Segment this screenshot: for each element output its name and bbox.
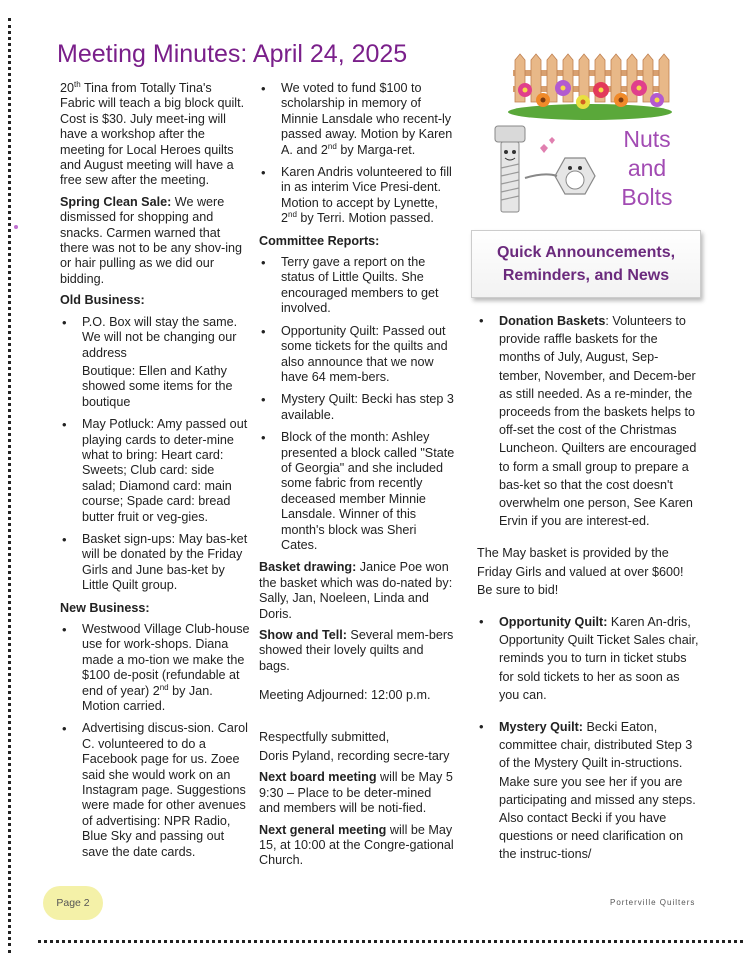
page-number-badge: Page 2 xyxy=(43,886,103,920)
old-business-heading: Old Business: xyxy=(60,293,145,308)
announcements-banner: Quick Announcements, Reminders, and News xyxy=(471,230,701,298)
new-business-list xyxy=(60,622,250,860)
border-accent-dot xyxy=(14,225,18,229)
meeting-adjourned: Meeting Adjourned: 12:00 p.m. xyxy=(259,688,431,703)
announcements-list-2 xyxy=(477,613,699,864)
left-dotted-border xyxy=(8,18,11,953)
new-business-list-continued xyxy=(259,81,455,227)
show-and-tell-paragraph: Show and Tell: Several mem-bers showed their lovely quilts and bags. xyxy=(259,628,454,673)
list-item: • P.O. Box will stay the same. We will not be changing our address Boutique: Ellen and Kathy showed some items for the boutique xyxy=(60,315,250,410)
list-item: • Terry gave a report on the status of Little Quilts. She encouraged members to get involved. xyxy=(259,255,455,317)
list-item: • Westwood Village Club-house use for work-shops. Diana made a mo-tion we make the $100 de-posit (refundable at end of year) 2nd by Jan. Motion carried. xyxy=(60,622,250,714)
list-item: • May Potluck: Amy passed out playing cards to deter-mine what to bring: Heart card: Sweets; Club card: side salad; Diamond card: main course; Spade card: bread butter fruit or veg-gies. xyxy=(60,417,250,525)
old-business-list xyxy=(60,315,250,594)
committee-reports-list xyxy=(259,255,455,553)
respectfully-submitted: Respectfully submitted, xyxy=(259,729,390,744)
nut-and-bolt-illustration xyxy=(485,118,620,228)
next-general-meeting: Next general meeting will be May 15, at 10:00 at the Congre-gational Church. xyxy=(259,822,454,868)
spring-clean-paragraph: Spring Clean Sale: We were dismissed for shopping and snacks. Carmen warned that there was not to be any shov-ing or hair pulling as we did our bidding. xyxy=(60,194,243,286)
bottom-dotted-border xyxy=(38,940,743,943)
committee-reports-heading: Committee Reports: xyxy=(259,233,380,248)
next-board-meeting: Next board meeting will be May 5 9:30 – Place to be deter-mined and members will be noti-fied. xyxy=(259,770,453,816)
list-item: • We voted to fund $100 to scholarship in memory of Minnie Lansdale who recent-ly passed away. Motion by Karen A. and 2nd by Marga-ret. xyxy=(259,81,455,158)
announcements-list xyxy=(477,312,699,530)
list-item: • Mystery Quilt: Becki has step 3 available. xyxy=(259,392,455,423)
list-item: • Mystery Quilt: Becki Eaton, committee chair, distributed Step 3 of the Mystery Quilt in-structions. Make sure you see her if you are participating and missed any steps. Also contact Becki if you have questions or need clarification on the instruc-tions/ xyxy=(477,718,699,864)
list-item: • Advertising discus-sion. Carol C. volunteered to do a Facebook page for us. Zoee said she would work on an Instagram page. Suggestions were made for other avenues of advertising: NPR Radio, Blue Sky and passing out save the date cards. xyxy=(60,721,250,860)
flower-fence-illustration xyxy=(505,42,675,120)
list-item: • Opportunity Quilt: Passed out some tickets for the quilts and also announce that we now have 64 mem-bers. xyxy=(259,324,455,386)
basket-drawing-paragraph: Basket drawing: Janice Poe won the basket which was do-nated by: Sally, Jan, Noeleen, Linda and Doris. xyxy=(259,560,453,621)
footer-organization: Porterville Quilters xyxy=(610,898,696,907)
recording-secretary: Doris Pyland, recording secre-tary xyxy=(259,749,450,764)
list-item: • Opportunity Quilt: Karen An-dris, Opportunity Quilt Ticket Sales chair, reminds you to turn in ticket stubs for sold tickets to her as soon as you can. xyxy=(477,613,699,704)
list-item: • Karen Andris volunteered to fill in as interim Vice Presi-dent. Motion to accept by Lynette, 2nd by Terri. Motion passed. xyxy=(259,165,455,227)
intro-paragraph: 20th Tina from Totally Tina's Fabric will teach a big block quilt. Cost is $30. July meet-ing will have a workshop after the meeting for Local Heroes quilts and August meeting will have a free sew after the meeting. xyxy=(60,79,245,188)
column-1 xyxy=(60,81,250,867)
new-business-heading: New Business: xyxy=(60,600,150,615)
column-2 xyxy=(259,81,455,875)
announcements-column xyxy=(477,312,699,871)
page-title: Meeting Minutes: April 24, 2025 xyxy=(57,40,408,68)
list-item: • Basket sign-ups: May bas-ket will be donated by the Friday Girls and June bas-ket by Little Quilt group. xyxy=(60,532,250,594)
list-item: • Block of the month: Ashley presented a block called "State of Georgia" and she included some fabric from recently deceased member Minnie Lansdale. Winner of this month's block was Sheri Cates. xyxy=(259,430,455,553)
list-item: • Donation Baskets: Volunteers to provide raffle baskets for the months of July, August, Sep-tember, November, and Decem-ber as still needed. As a re-minder, the proceeds from the baskets helps to off-set the cost of the Christmas Luncheon. Quilters are encouraged to form a small group to prepare a bas-ket so that the cost doesn't overwhelm one person, See Karen Ervin if you are interest-ed. xyxy=(477,312,699,530)
may-basket-paragraph: The May basket is provided by the Friday Girls and valued at over $600! Be sure to bid! xyxy=(477,546,684,597)
spring-clean-heading: Spring Clean Sale: xyxy=(60,194,172,209)
nuts-and-bolts-title: Nuts and Bolts xyxy=(621,126,673,210)
